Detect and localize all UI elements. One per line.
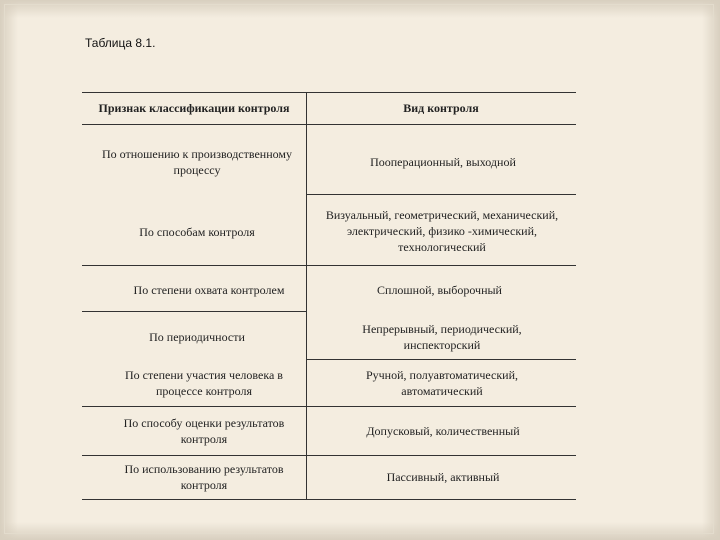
table-rule	[82, 455, 576, 456]
table-rule	[306, 359, 576, 360]
row-control-type: Сплошной, выборочный	[377, 283, 502, 297]
row-attribute: По степени участия человека в процессе контроля	[125, 368, 283, 398]
header-classification-attribute: Признак классификации контроля	[98, 101, 290, 115]
table-rule	[82, 311, 306, 312]
row-control-type: Ручной, полуавтоматический, автоматический	[365, 368, 519, 398]
header-control-type: Вид контроля	[403, 101, 479, 115]
row-control-type: Пооперационный, выходной	[370, 155, 516, 169]
row-control-type: Допусковый, количественный	[366, 424, 520, 438]
table-rule	[82, 124, 576, 125]
table-rule	[82, 406, 576, 407]
row-attribute: По способам контроля	[139, 225, 255, 239]
table-rule	[82, 499, 576, 500]
row-attribute: По использованию результатов контроля	[124, 462, 284, 492]
row-attribute: По периодичности	[149, 330, 245, 344]
table-rule	[306, 194, 576, 195]
classification-table	[82, 0, 576, 540]
row-attribute: По отношению к производственному процессу	[102, 147, 293, 177]
row-attribute: По степени охвата контролем	[133, 283, 285, 297]
table-caption: Таблица 8.1.	[85, 36, 156, 50]
row-attribute: По способу оценки результатов контроля	[123, 416, 285, 446]
row-control-type: Пассивный, активный	[386, 470, 500, 484]
row-control-type: Визуальный, геометрический, механический, электрический, физико -химический, технологический	[325, 208, 559, 254]
row-control-type: Непрерывный, периодический, инспекторский	[362, 322, 522, 352]
table-rule	[82, 265, 576, 266]
